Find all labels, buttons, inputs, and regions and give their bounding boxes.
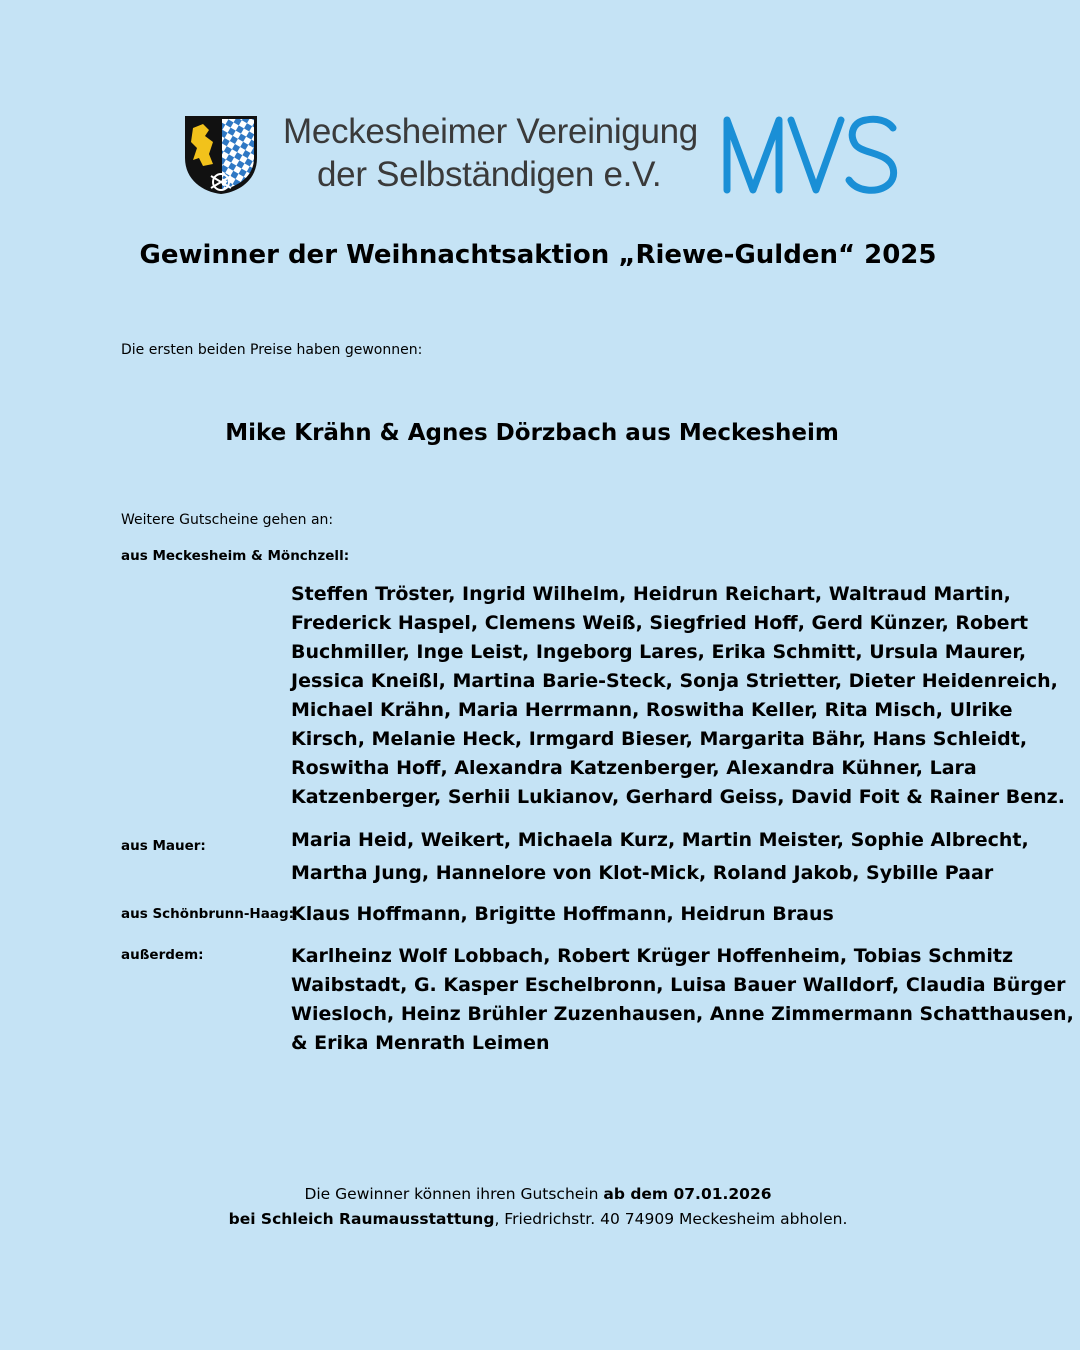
mvs-logo-text: MVS xyxy=(721,114,724,115)
org-name-line1: Meckesheimer Vereinigung xyxy=(283,112,698,151)
names-line: Klaus Hoffmann, Brigitte Hoffmann, Heidrun Braus xyxy=(291,903,834,925)
names-line: Buchmiller, Inge Leist, Ingeborg Lares, Erika Schmitt, Ursula Maurer, xyxy=(291,641,1027,663)
org-name-line2: der Selbständigen e.V. xyxy=(317,155,662,194)
names-line: Kirsch, Melanie Heck, Irmgard Bieser, Margarita Bähr, Hans Schleidt, xyxy=(291,728,1028,750)
names-line: Wiesloch, Heinz Brühler Zuzenhausen, Anne Zimmermann Schatthausen, xyxy=(291,1003,1074,1025)
group-label-mauer: aus Mauer: xyxy=(121,838,206,854)
coat-of-arms-icon xyxy=(183,114,259,196)
footer-date: ab dem 07.01.2026 xyxy=(603,1185,772,1203)
more-vouchers-intro: Weitere Gutscheine gehen an: xyxy=(121,512,334,528)
footer-shop-name: bei Schleich Raumausstattung xyxy=(228,1210,495,1228)
main-winners: Mike Krähn & Agnes Dörzbach aus Meckesheim xyxy=(225,420,839,446)
names-line: Jessica Kneißl, Martina Barie-Steck, Sonja Strietter, Dieter Heidenreich, xyxy=(291,670,1058,692)
group-names-ausserdem xyxy=(291,942,1074,1058)
names-line: Roswitha Hoff, Alexandra Katzenberger, Alexandra Kühner, Lara xyxy=(291,757,977,779)
names-line: Michael Krähn, Maria Herrmann, Roswitha Keller, Rita Misch, Ulrike xyxy=(291,699,1013,721)
group-label-meckesheim: aus Meckesheim & Mönchzell: xyxy=(121,548,350,564)
names-line: Karlheinz Wolf Lobbach, Robert Krüger Hoffenheim, Tobias Schmitz xyxy=(291,945,1013,967)
footer-line2 xyxy=(0,1207,1076,1232)
names-line: Frederick Haspel, Clemens Weiß, Siegfried Hoff, Gerd Künzer, Robert xyxy=(291,612,1029,634)
names-line: Katzenberger, Serhii Lukianov, Gerhard Geiss, David Foit & Rainer Benz. xyxy=(291,786,1065,808)
names-line: Martha Jung, Hannelore von Klot-Mick, Roland Jakob, Sybille Paar xyxy=(291,862,994,884)
footer-text: Die Gewinner können ihren Gutschein xyxy=(304,1185,604,1203)
group-names-meckesheim xyxy=(291,580,1065,812)
mvs-logo xyxy=(721,114,901,194)
group-label-schoenbrunn: aus Schönbrunn-Haag: xyxy=(121,906,295,922)
names-line: Maria Heid, Weikert, Michaela Kurz, Martin Meister, Sophie Albrecht, xyxy=(291,829,1029,851)
footer-line1 xyxy=(0,1182,1076,1207)
group-names-schoenbrunn xyxy=(291,900,1011,929)
names-line: Steffen Tröster, Ingrid Wilhelm, Heidrun Reichart, Waltraud Martin, xyxy=(291,583,1011,605)
names-line: Waibstadt, G. Kasper Eschelbronn, Luisa Bauer Walldorf, Claudia Bürger xyxy=(291,974,1066,996)
names-line: & Erika Menrath Leimen xyxy=(291,1032,550,1054)
intro-text: Die ersten beiden Preise haben gewonnen: xyxy=(121,342,423,358)
footer-address: , Friedrichstr. 40 74909 Meckesheim abholen. xyxy=(494,1210,848,1228)
page-title: Gewinner der Weihnachtsaktion „Riewe-Gulden“ 2025 xyxy=(139,240,937,270)
group-names-mauer xyxy=(291,824,1029,890)
footer-note xyxy=(0,1182,1076,1232)
header xyxy=(183,110,903,200)
group-label-ausserdem: außerdem: xyxy=(121,947,204,963)
